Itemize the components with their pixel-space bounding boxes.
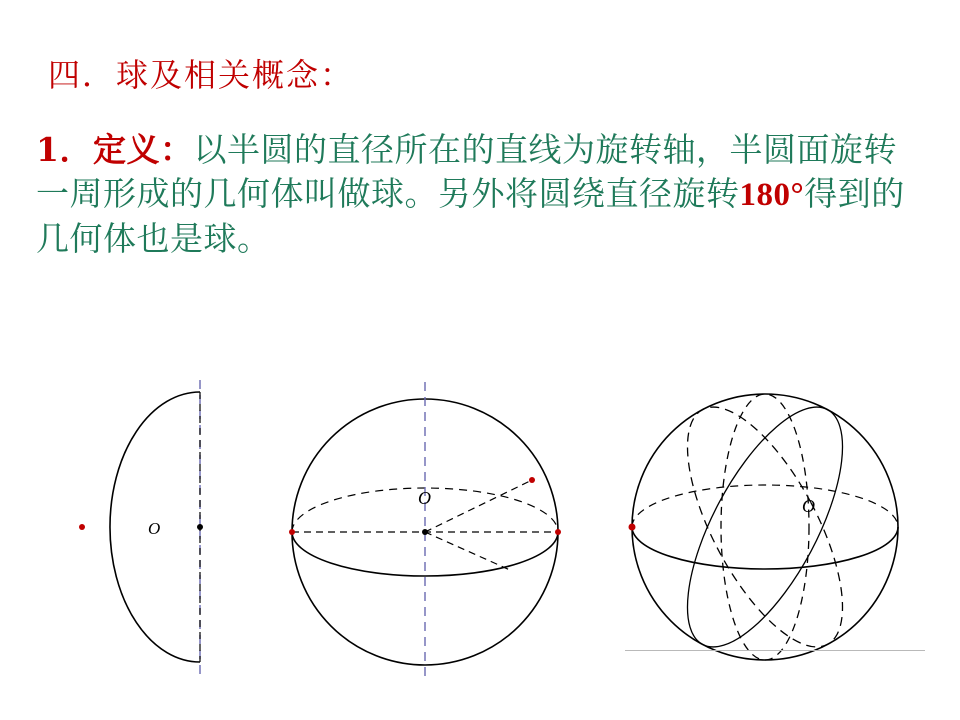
- half-circle-rotation-figure: [40, 372, 260, 687]
- center-label-figure-1: O: [148, 519, 161, 538]
- slide-heading: 四．球及相关概念：: [48, 56, 355, 94]
- definition-lead: 1．定义：: [36, 130, 194, 169]
- axis-point: [197, 524, 203, 530]
- definition-paragraph: [36, 128, 916, 261]
- left-point: [79, 524, 85, 530]
- sphere-with-equator-figure: [270, 372, 580, 687]
- center-label-figure-2: O: [418, 488, 431, 508]
- definition-part1: 以半圆的直径所在的直线为旋转轴，半圆面旋转一周形成的几何体叫做球。另外将圆绕直径旋转: [36, 130, 897, 213]
- definition-part2: 得到的几何体也是球。: [36, 174, 905, 258]
- figure-group: [0, 372, 960, 692]
- center-label-figure-3: O: [802, 496, 815, 516]
- definition-emphasis: 180°: [739, 177, 805, 213]
- sphere-with-meridians-figure: [610, 372, 920, 687]
- bottom-divider: [625, 650, 925, 651]
